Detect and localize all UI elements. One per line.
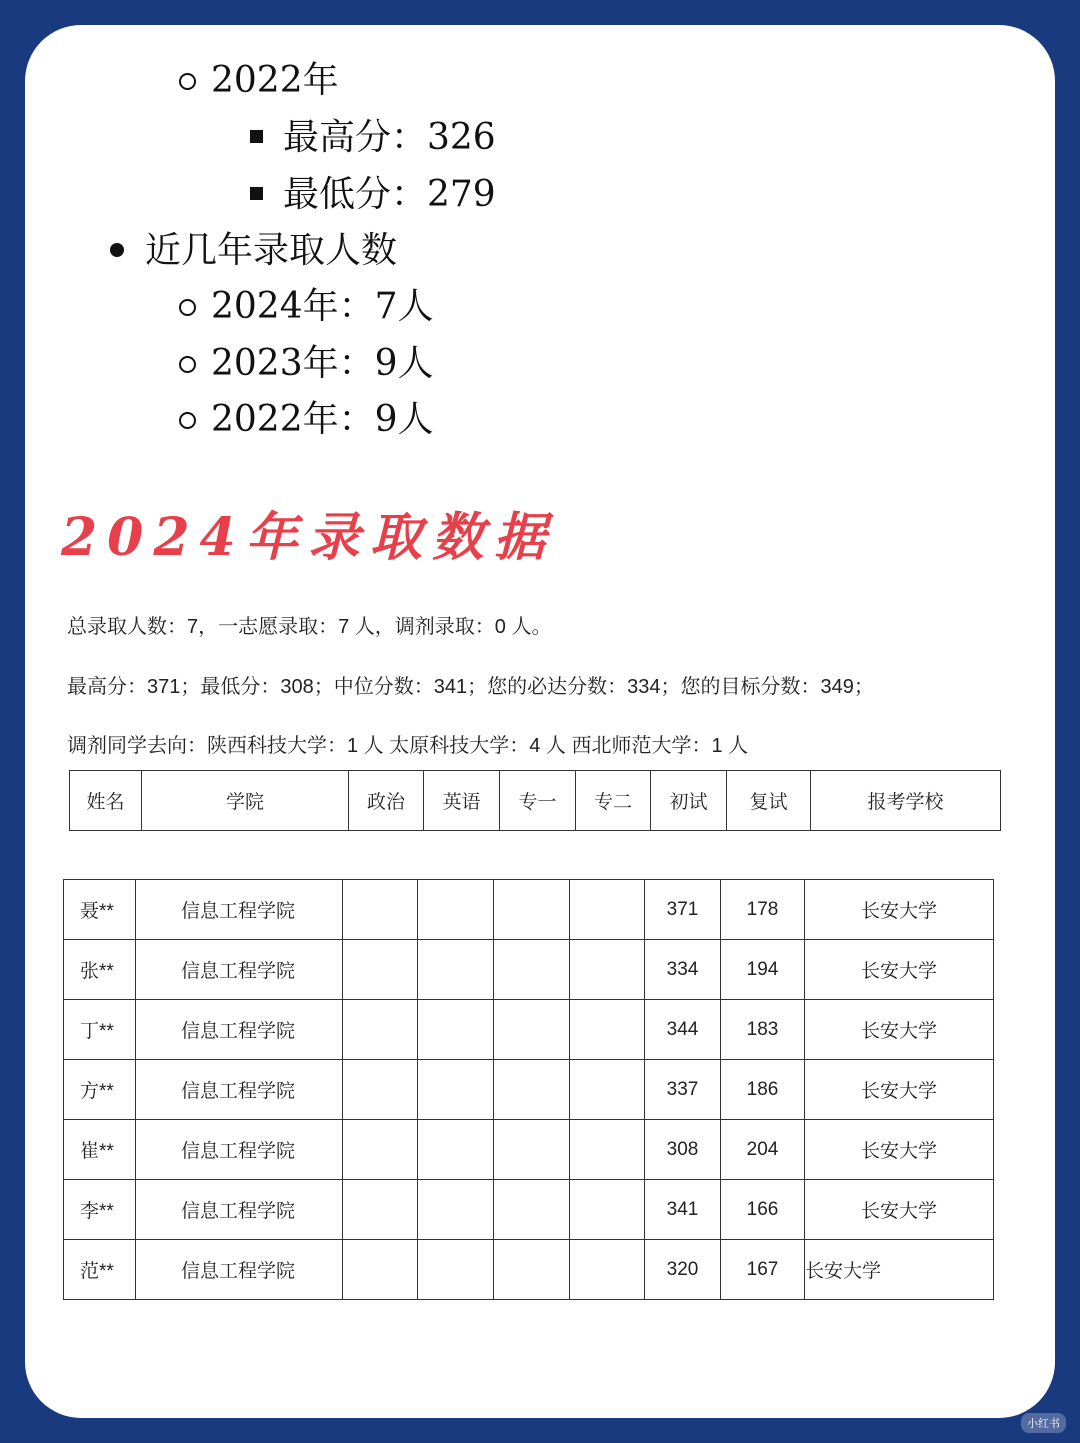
cell-initial: 334	[645, 940, 721, 1000]
cell-school: 长安大学	[805, 940, 994, 1000]
cell-college: 信息工程学院	[136, 1120, 343, 1180]
cell-politics	[343, 880, 418, 940]
cell-retest: 183	[721, 1000, 805, 1060]
circle-bullet-icon	[179, 299, 196, 316]
cell-initial: 344	[645, 1000, 721, 1060]
cell-subject1	[494, 1240, 570, 1300]
square-bullet-icon	[250, 130, 263, 143]
header-subject2: 专二	[576, 771, 651, 831]
list-section-admits: 近几年录取人数	[145, 230, 398, 271]
cell-subject1	[494, 1180, 570, 1240]
cell-college: 信息工程学院	[136, 940, 343, 1000]
cell-name: 方**	[64, 1060, 136, 1120]
list-admits-2024: 2024年：7人	[211, 286, 434, 327]
cell-school: 长安大学	[805, 880, 994, 940]
cell-initial: 320	[645, 1240, 721, 1300]
cell-english	[418, 1240, 494, 1300]
cell-name: 丁**	[64, 1000, 136, 1060]
info-line-scores: 最高分：371；最低分：308；中位分数：341；您的必达分数：334；您的目标分数：349；	[67, 676, 874, 698]
cell-college: 信息工程学院	[136, 880, 343, 940]
cell-subject1	[494, 1060, 570, 1120]
header-politics: 政治	[349, 771, 424, 831]
cell-retest: 166	[721, 1180, 805, 1240]
cell-subject1	[494, 880, 570, 940]
cell-politics	[343, 1000, 418, 1060]
cell-initial: 337	[645, 1060, 721, 1120]
header-name: 姓名	[70, 771, 142, 831]
cell-school: 长安大学	[805, 1240, 994, 1300]
cell-politics	[343, 1060, 418, 1120]
header-initial: 初试	[651, 771, 727, 831]
cell-college: 信息工程学院	[136, 1000, 343, 1060]
cell-school: 长安大学	[805, 1000, 994, 1060]
square-bullet-icon	[250, 187, 263, 200]
cell-retest: 178	[721, 880, 805, 940]
cell-english	[418, 1120, 494, 1180]
cell-initial: 371	[645, 880, 721, 940]
cell-school: 长安大学	[805, 1180, 994, 1240]
list-admits-2022: 2022年：9人	[211, 399, 434, 440]
cell-subject2	[570, 1060, 645, 1120]
admission-table	[63, 879, 994, 1300]
header-college: 学院	[142, 771, 349, 831]
cell-english	[418, 940, 494, 1000]
cell-english	[418, 1060, 494, 1120]
circle-bullet-icon	[179, 73, 196, 90]
disc-bullet-icon	[110, 243, 124, 257]
cell-college: 信息工程学院	[136, 1060, 343, 1120]
cell-retest: 194	[721, 940, 805, 1000]
cell-retest: 186	[721, 1060, 805, 1120]
table-row	[64, 1000, 994, 1060]
cell-subject2	[570, 880, 645, 940]
cell-school: 长安大学	[805, 1120, 994, 1180]
cell-name: 聂**	[64, 880, 136, 940]
cell-english	[418, 1180, 494, 1240]
table-row	[64, 1180, 994, 1240]
cell-subject1	[494, 1000, 570, 1060]
cell-subject1	[494, 1120, 570, 1180]
cell-initial: 341	[645, 1180, 721, 1240]
header-retest: 复试	[727, 771, 811, 831]
cell-name: 崔**	[64, 1120, 136, 1180]
cell-name: 张**	[64, 940, 136, 1000]
document-card	[25, 25, 1055, 1418]
header-school: 报考学校	[811, 771, 1001, 831]
cell-politics	[343, 1180, 418, 1240]
watermark-logo: 小红书	[1021, 1413, 1066, 1433]
cell-subject2	[570, 1240, 645, 1300]
list-max-score: 最高分：326	[283, 117, 496, 158]
cell-retest: 167	[721, 1240, 805, 1300]
header-subject1: 专一	[500, 771, 576, 831]
cell-politics	[343, 1240, 418, 1300]
cell-college: 信息工程学院	[136, 1180, 343, 1240]
info-line-total: 总录取人数：7，一志愿录取：7 人，调剂录取：0 人。	[67, 616, 552, 638]
cell-subject2	[570, 940, 645, 1000]
list-min-score: 最低分：279	[283, 174, 496, 215]
cell-subject1	[494, 940, 570, 1000]
table-row	[64, 1240, 994, 1300]
circle-bullet-icon	[179, 356, 196, 373]
cell-name: 李**	[64, 1180, 136, 1240]
cell-subject2	[570, 1180, 645, 1240]
cell-politics	[343, 940, 418, 1000]
table-row	[64, 940, 994, 1000]
table-row	[64, 1120, 994, 1180]
cell-politics	[343, 1120, 418, 1180]
cell-college: 信息工程学院	[136, 1240, 343, 1300]
circle-bullet-icon	[179, 412, 196, 429]
header-english: 英语	[424, 771, 500, 831]
section-heading: 2024年录取数据	[61, 507, 556, 568]
list-year-2022: 2022年	[211, 60, 339, 101]
info-line-transfer: 调剂同学去向：陕西科技大学：1 人 太原科技大学：4 人 西北师范大学：1 人	[67, 735, 749, 757]
cell-english	[418, 880, 494, 940]
cell-name: 范**	[64, 1240, 136, 1300]
cell-english	[418, 1000, 494, 1060]
list-admits-2023: 2023年：9人	[211, 343, 434, 384]
table-row	[64, 880, 994, 940]
cell-school: 长安大学	[805, 1060, 994, 1120]
table-row	[64, 1060, 994, 1120]
table-header	[69, 770, 1001, 831]
cell-initial: 308	[645, 1120, 721, 1180]
cell-subject2	[570, 1120, 645, 1180]
cell-subject2	[570, 1000, 645, 1060]
cell-retest: 204	[721, 1120, 805, 1180]
